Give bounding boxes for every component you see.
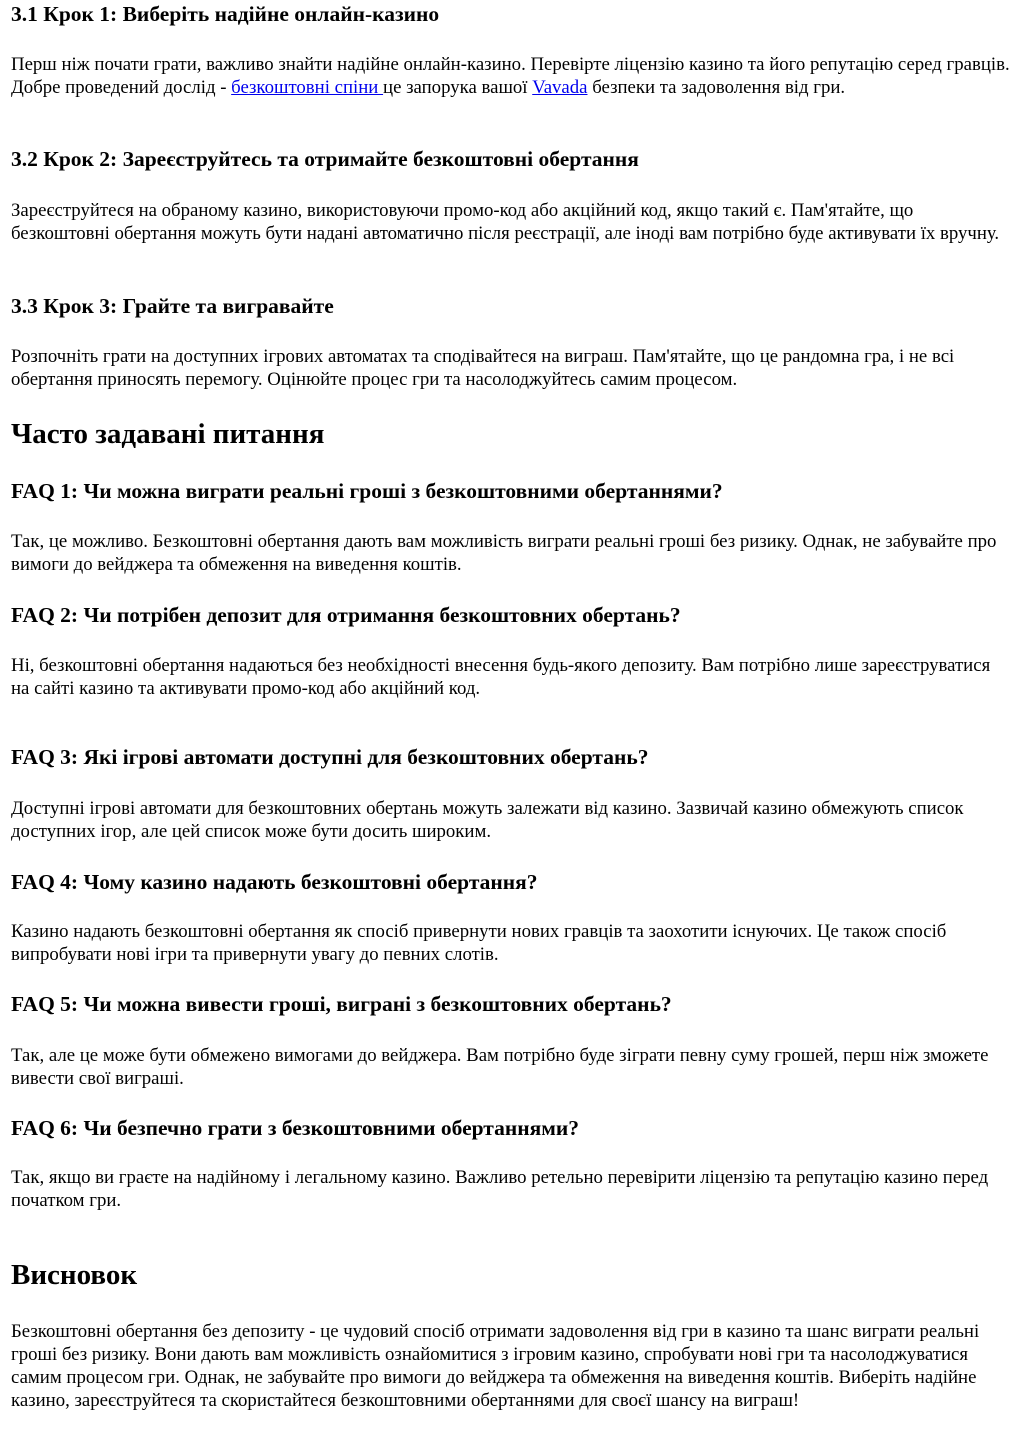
- faq-answer: Доступні ігрові автомати для безкоштовних обертань можуть залежати від казино. Зазвичай казино обмежують список доступних ігор, але цей список може бути досить широким.: [11, 798, 964, 842]
- conclusion-paragraph: Безкоштовні обертання без депозиту - це чудовий спосіб отримати задоволення від гри в казино та шанс виграти реальні гроші без ризику. Вони дають вам можливість ознайомитися з ігровим казино, спробувати нові гри та насолоджуватися самим процесом гри. Однак, не забувайте про вимоги до вейджера та обмеження на виведення коштів. Виберіть надійне казино, зареєструйтеся та скористайтеся безкоштовними обертаннями для своєї шансу на виграш!: [11, 1321, 980, 1411]
- step3-paragraph: Розпочніть грати на доступних ігрових автоматах та сподівайтеся на виграш. Пам'ятайте, що це рандомна гра, і не всі обертання приносять перемогу. Оцінюйте процес гри та насолоджуйтесь самим процесом.: [11, 346, 955, 390]
- faq-question: FAQ 5: Чи можна вивести гроші, виграні з безкоштовних обертань?: [11, 992, 672, 1016]
- free-spins-link[interactable]: безкоштовні спіни: [231, 77, 384, 98]
- faq-question: FAQ 2: Чи потрібен депозит для отримання безкоштовних обертань?: [11, 603, 681, 627]
- faq-answer: Так, але це може бути обмежено вимогами до вейджера. Вам потрібно буде зіграти певну суму грошей, перш ніж зможете вивести свої виграші.: [11, 1045, 989, 1089]
- faq-question: FAQ 3: Які ігрові автомати доступні для безкоштовних обертань?: [11, 745, 649, 769]
- vavada-link[interactable]: Vavada: [532, 77, 588, 98]
- faq-question: FAQ 6: Чи безпечно грати з безкоштовними обертаннями?: [11, 1116, 580, 1140]
- faq-answer: Так, якщо ви граєте на надійному і легальному казино. Важливо ретельно перевірити ліцензію та репутацію казино перед початком гри.: [11, 1167, 989, 1211]
- step2-paragraph: Зареєструйтеся на обраному казино, використовуючи промо-код або акційний код, якщо такий є. Пам'ятайте, що безкоштовні обертання можуть бути надані автоматично після реєстрації, але іноді вам потрібно буде активувати їх вручну.: [11, 200, 1000, 244]
- faq-title: Часто задавані питання: [11, 418, 325, 450]
- conclusion-title: Висновок: [11, 1259, 138, 1291]
- step2-heading: 3.2 Крок 2: Зареєструйтесь та отримайте безкоштовні обертання: [11, 147, 639, 171]
- step1-text-c: безпеки та задоволення від гри.: [587, 77, 846, 98]
- faq-question: FAQ 4: Чому казино надають безкоштовні обертання?: [11, 870, 538, 894]
- faq-answer: Казино надають безкоштовні обертання як спосіб привернути нових гравців та заохотити існуючих. Це також спосіб випробувати нові ігри та привернути увагу до певних слотів.: [11, 921, 947, 965]
- step1-paragraph: [11, 53, 1011, 99]
- faq-answer: Ні, безкоштовні обертання надаються без необхідності внесення будь-якого депозиту. Вам потрібно лише зареєструватися на сайті казино та активувати промо-код або акційний код.: [11, 655, 991, 699]
- step1-text-b: це запорука вашої: [383, 77, 533, 98]
- faq-question: FAQ 1: Чи можна виграти реальні гроші з безкоштовними обертаннями?: [11, 479, 723, 503]
- step1-text-a: Перш ніж почати грати, важливо знайти надійне онлайн-казино. Перевірте ліцензію казино та його репутацію серед гравців. Добре проведений дослід -: [11, 54, 1010, 98]
- faq-answer: Так, це можливо. Безкоштовні обертання дають вам можливість виграти реальні гроші без ризику. Однак, не забувайте про вимоги до вейджера та обмеження на виведення коштів.: [11, 531, 997, 575]
- step1-heading: 3.1 Крок 1: Виберіть надійне онлайн-казино: [11, 2, 440, 26]
- step3-heading: 3.3 Крок 3: Грайте та вигравайте: [11, 294, 334, 318]
